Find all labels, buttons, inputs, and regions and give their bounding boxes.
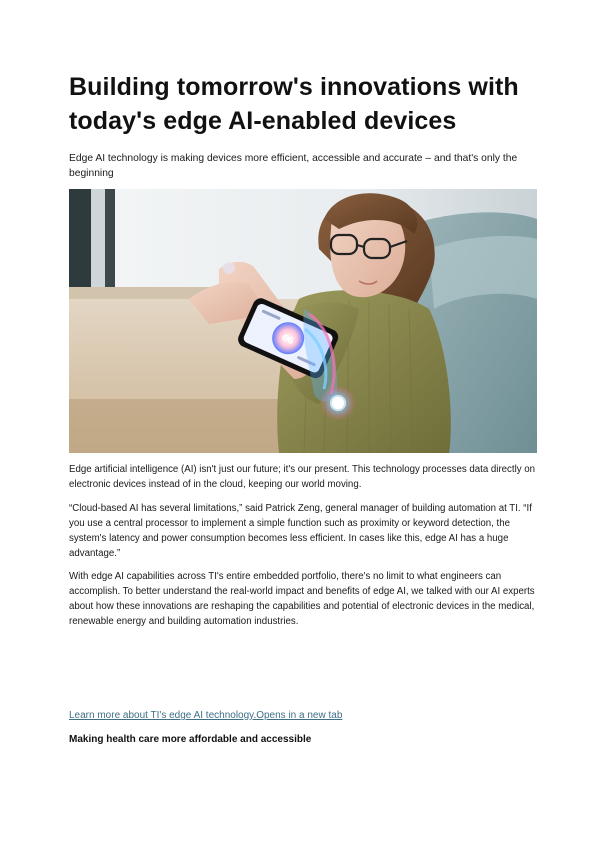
portfolio-paragraph: With edge AI capabilities across TI's entire embedded portfolio, there's no limit to what engineers can accomplish. To better understand the real-world impact and benefits of edge AI, we talked with our AI experts about how these innovations are reshaping the capabilities and potential of electronic devices in the medical, renewable energy and building automation industries. — [69, 571, 535, 627]
intro-paragraph: Edge artificial intelligence (AI) isn't just our future; it's our present. This technology processes data directly on electronic devices instead of in the cloud, keeping our world moving. — [69, 464, 536, 490]
edge-ai-technology-link[interactable]: Learn more about TI's edge AI technology.Opens in a new tab — [69, 710, 343, 721]
phone-reading: 66 — [279, 332, 296, 348]
section-heading: Making health care more affordable and accessible — [69, 734, 312, 745]
article-subtitle: Edge AI technology is making devices more efficient, accessible and accurate – and that's only the beginning — [69, 153, 518, 179]
quote-paragraph: “Cloud-based AI has several limitations,” said Patrick Zeng, general manager of building automation at TI. “If you use a central processor to implement a simple function such as proximity or keyword detection, the system's latency and power consumption becomes less efficient. In cases like this, edge AI has a huge advantage.” — [69, 503, 532, 559]
hero-image — [69, 189, 537, 453]
page-title: Building tomorrow's innovations with today's edge AI-enabled devices — [69, 73, 519, 135]
